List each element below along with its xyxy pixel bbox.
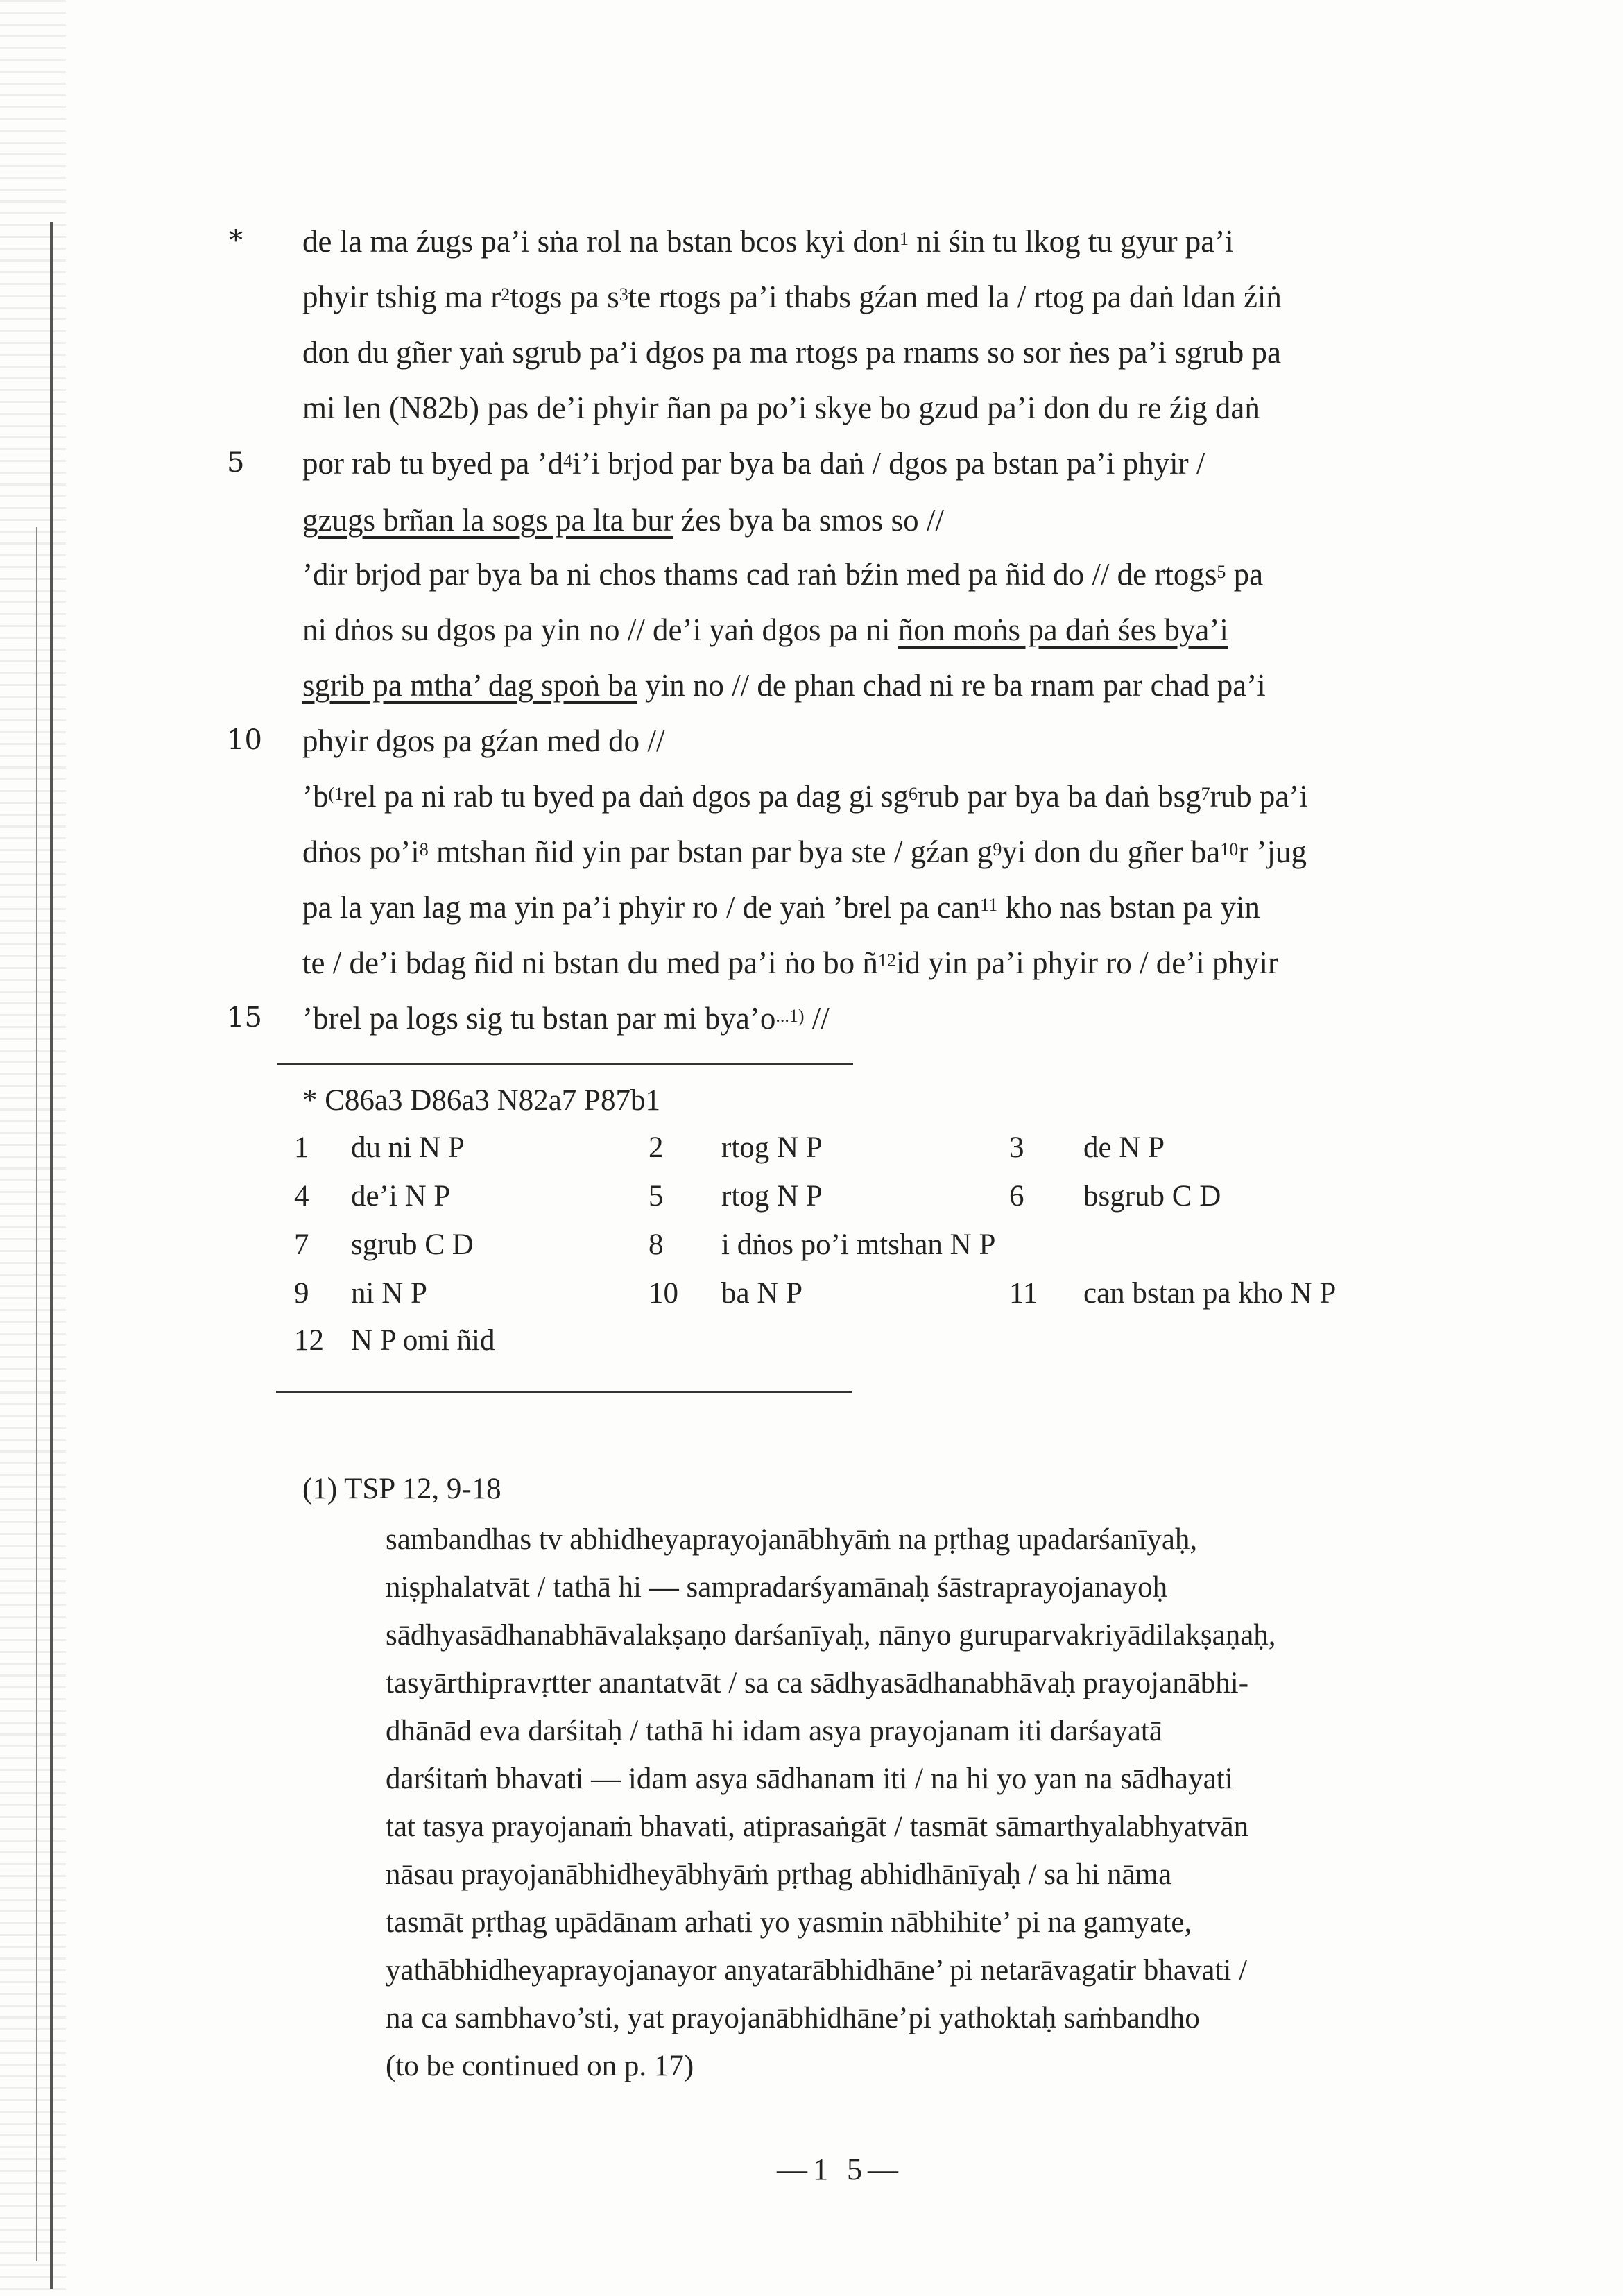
text-segment: r ’jug — [1238, 834, 1307, 869]
text-segment: dṅos po’i — [302, 834, 420, 869]
footnote-line: sambandhas tv abhidheyaprayojanābhyāṁ na pṛthag upadarśanīyaḥ, — [386, 1523, 1198, 1556]
note-ref: 3 — [619, 284, 628, 305]
text-line — [302, 215, 1234, 273]
variant-reading: N P omi ñid — [351, 1324, 495, 1357]
text-segment: de la ma źugs pa’i sṅa rol na bstan bcos kyi don — [302, 224, 900, 259]
line-number: 15 — [227, 1002, 262, 1034]
text-line — [302, 881, 1260, 939]
note-ref: 7 — [1201, 784, 1210, 804]
note-ref: 5 — [1217, 562, 1226, 582]
text-line — [302, 271, 1282, 328]
line-marker: * — [229, 225, 243, 257]
text-segment: phyir dgos pa gźan med do // — [302, 723, 665, 758]
text-segment: togs pa s — [510, 280, 619, 314]
note-ref: (1 — [328, 784, 344, 804]
text-line — [302, 437, 1205, 495]
variant-reading: de N P — [1083, 1131, 1165, 1164]
note-ref: 1 — [900, 229, 909, 249]
text-segment: te rtogs pa’i thabs gźan med la / rtog pa daṅ ldan źiṅ — [628, 280, 1282, 314]
text-line — [302, 603, 1228, 656]
text-segment: ni śin tu lkog tu gyur pa’i — [909, 224, 1234, 259]
footnote-line: yathābhidheyaprayojanayor anyatarābhidhāne’ pi netarāvagatir bhavati / — [386, 1954, 1248, 1987]
footnote-label: (1) TSP 12, 9-18 — [302, 1473, 501, 1505]
footnote-line: dhānād eva darśitaḥ / tathā hi idam asya prayojanam iti darśayatā — [386, 1715, 1162, 1747]
underlined-text: ñon moṅs pa daṅ śes bya’i — [898, 612, 1228, 647]
text-segment: por rab tu byed pa ’d — [302, 446, 564, 481]
variant-number: 4 — [294, 1180, 309, 1213]
text-segment: phyir tshig ma r — [302, 280, 501, 314]
variant-number: 12 — [294, 1324, 324, 1357]
variant-number: 6 — [1009, 1180, 1024, 1213]
variant-number: 1 — [294, 1131, 309, 1164]
text-segment: źes bya ba smos so // — [673, 503, 944, 538]
scan-edge-line — [50, 222, 53, 2289]
text-segment: ’b — [302, 779, 329, 814]
text-line — [302, 382, 1260, 434]
variant-reading: sgrub C D — [351, 1228, 474, 1261]
footnote-line: tasmāt pṛthag upādānam arhati yo yasmin nābhihite’ pi na gamyate, — [386, 1906, 1192, 1939]
note-ref: 4 — [563, 451, 573, 471]
text-segment: yin no // de phan chad ni re ba rnam par chad pa’i — [637, 668, 1266, 703]
note-ref: 8 — [419, 839, 429, 859]
text-line — [302, 714, 664, 767]
variant-number: 3 — [1009, 1131, 1024, 1164]
text-line — [302, 326, 1281, 379]
page-number: —1 5— — [777, 2152, 904, 2186]
variant-reading: can bstan pa kho N P — [1083, 1277, 1337, 1310]
variant-reading: ba N P — [721, 1277, 803, 1310]
text-segment: rub par bya ba daṅ bsg — [917, 779, 1201, 814]
variant-number: 7 — [294, 1228, 309, 1261]
note-ref: 10 — [1220, 839, 1239, 859]
variants-top-rule — [277, 1063, 853, 1065]
text-segment: pa la yan lag ma yin pa’i phyir ro / de yaṅ ’brel pa can — [302, 890, 981, 925]
footnote-line: tasyārthipravṛtter anantatvāt / sa ca sādhyasādhanabhāvaḥ prayojanābhi- — [386, 1667, 1249, 1699]
line-number: 5 — [227, 447, 245, 479]
text-segment: mi len (N82b) pas de’i phyir ñan pa po’i skye bo gzud pa’i don du re źig daṅ — [302, 391, 1260, 425]
text-segment: yi don du gñer ba — [1002, 834, 1221, 869]
variant-number: 8 — [649, 1228, 664, 1261]
text-segment: don du gñer yaṅ sgrub pa’i dgos pa ma rtogs pa rnams so sor ṅes pa’i sgrub pa — [302, 335, 1281, 370]
text-segment: kho nas bstan pa yin — [997, 890, 1260, 925]
variant-number: 5 — [649, 1180, 664, 1213]
text-segment: rel pa ni rab tu byed pa daṅ dgos pa dag gi sg — [343, 779, 909, 814]
variant-reading: rtog N P — [721, 1131, 823, 1164]
footnote-line: nāsau prayojanābhidheyābhyāṁ pṛthag abhidhānīyaḥ / sa hi nāma — [386, 1858, 1172, 1891]
text-line — [302, 548, 1263, 606]
text-line — [302, 825, 1307, 883]
footnote-line: niṣphalatvāt / tathā hi — sampradarśyamānaḥ śāstraprayojanayoḥ — [386, 1571, 1168, 1604]
footnote-line: sādhyasādhanabhāvalakṣaṇo darśanīyaḥ, nānyo guruparvakriyādilakṣaṇaḥ, — [386, 1619, 1276, 1652]
text-line — [302, 494, 944, 547]
text-segment: rub pa’i — [1210, 779, 1308, 814]
text-line — [302, 936, 1278, 994]
text-line — [302, 659, 1266, 712]
line-number: 10 — [227, 724, 262, 756]
variants-bottom-rule — [276, 1391, 852, 1393]
text-segment: i’i brjod par bya ba daṅ / dgos pa bstan pa’i phyir / — [572, 446, 1205, 481]
text-segment: mtshan ñid yin par bstan par bya ste / gźan g — [428, 834, 993, 869]
text-segment: ’brel pa logs sig tu bstan par mi bya’o — [302, 1001, 776, 1036]
note-ref: 11 — [980, 895, 998, 915]
footnote-line: darśitaṁ bhavati — idam asya sādhanam iti / na hi yo yan na sādhayati — [386, 1763, 1233, 1795]
underlined-text: gzugs brñan la sogs pa lta bur — [302, 503, 673, 538]
variant-number: 11 — [1009, 1277, 1038, 1310]
footnote-line: (to be continued on p. 17) — [386, 2050, 694, 2082]
variant-reading: de’i N P — [351, 1180, 451, 1213]
text-segment: // — [804, 1001, 830, 1036]
underlined-text: sgrib pa mtha’ dag spoṅ ba — [302, 668, 637, 703]
note-ref: 6 — [908, 784, 918, 804]
variant-reading: ni N P — [351, 1277, 427, 1310]
variant-number: 2 — [649, 1131, 664, 1164]
text-segment: ’dir brjod par bya ba ni chos thams cad raṅ bźin med pa ñid do // de rtogs — [302, 557, 1217, 592]
variant-reading: rtog N P — [721, 1180, 823, 1213]
variant-reading: du ni N P — [351, 1131, 465, 1164]
text-segment: te / de’i bdag ñid ni bstan du med pa’i ṅo bo ñ — [302, 945, 878, 980]
footnote-line: tat tasya prayojanaṁ bhavati, atiprasaṅgāt / tasmāt sāmarthyalabhyatvān — [386, 1810, 1249, 1843]
text-segment: id yin pa’i phyir ro / de’i phyir — [895, 945, 1278, 980]
variant-reading: i dṅos po’i mtshan N P — [721, 1228, 996, 1261]
scan-margin — [0, 0, 66, 2296]
note-ref: 2 — [501, 284, 510, 305]
text-segment: ni dṅos su dgos pa yin no // de’i yaṅ dgos pa ni — [302, 612, 898, 647]
note-ref: ...1) — [775, 1006, 805, 1026]
footnote-line: na ca sambhavo’sti, yat prayojanābhidhāne’pi yathoktaḥ saṁbandho — [386, 2002, 1200, 2034]
scan-edge-line-2 — [36, 527, 37, 2261]
variant-number: 9 — [294, 1277, 309, 1310]
note-ref: 9 — [993, 839, 1002, 859]
text-segment: pa — [1226, 557, 1264, 592]
sources-line: * C86a3 D86a3 N82a7 P87b1 — [302, 1084, 660, 1117]
variant-number: 10 — [649, 1277, 678, 1310]
note-ref: 12 — [877, 950, 896, 970]
variant-reading: bsgrub C D — [1083, 1180, 1221, 1213]
text-line — [302, 992, 830, 1050]
text-line — [302, 770, 1308, 828]
